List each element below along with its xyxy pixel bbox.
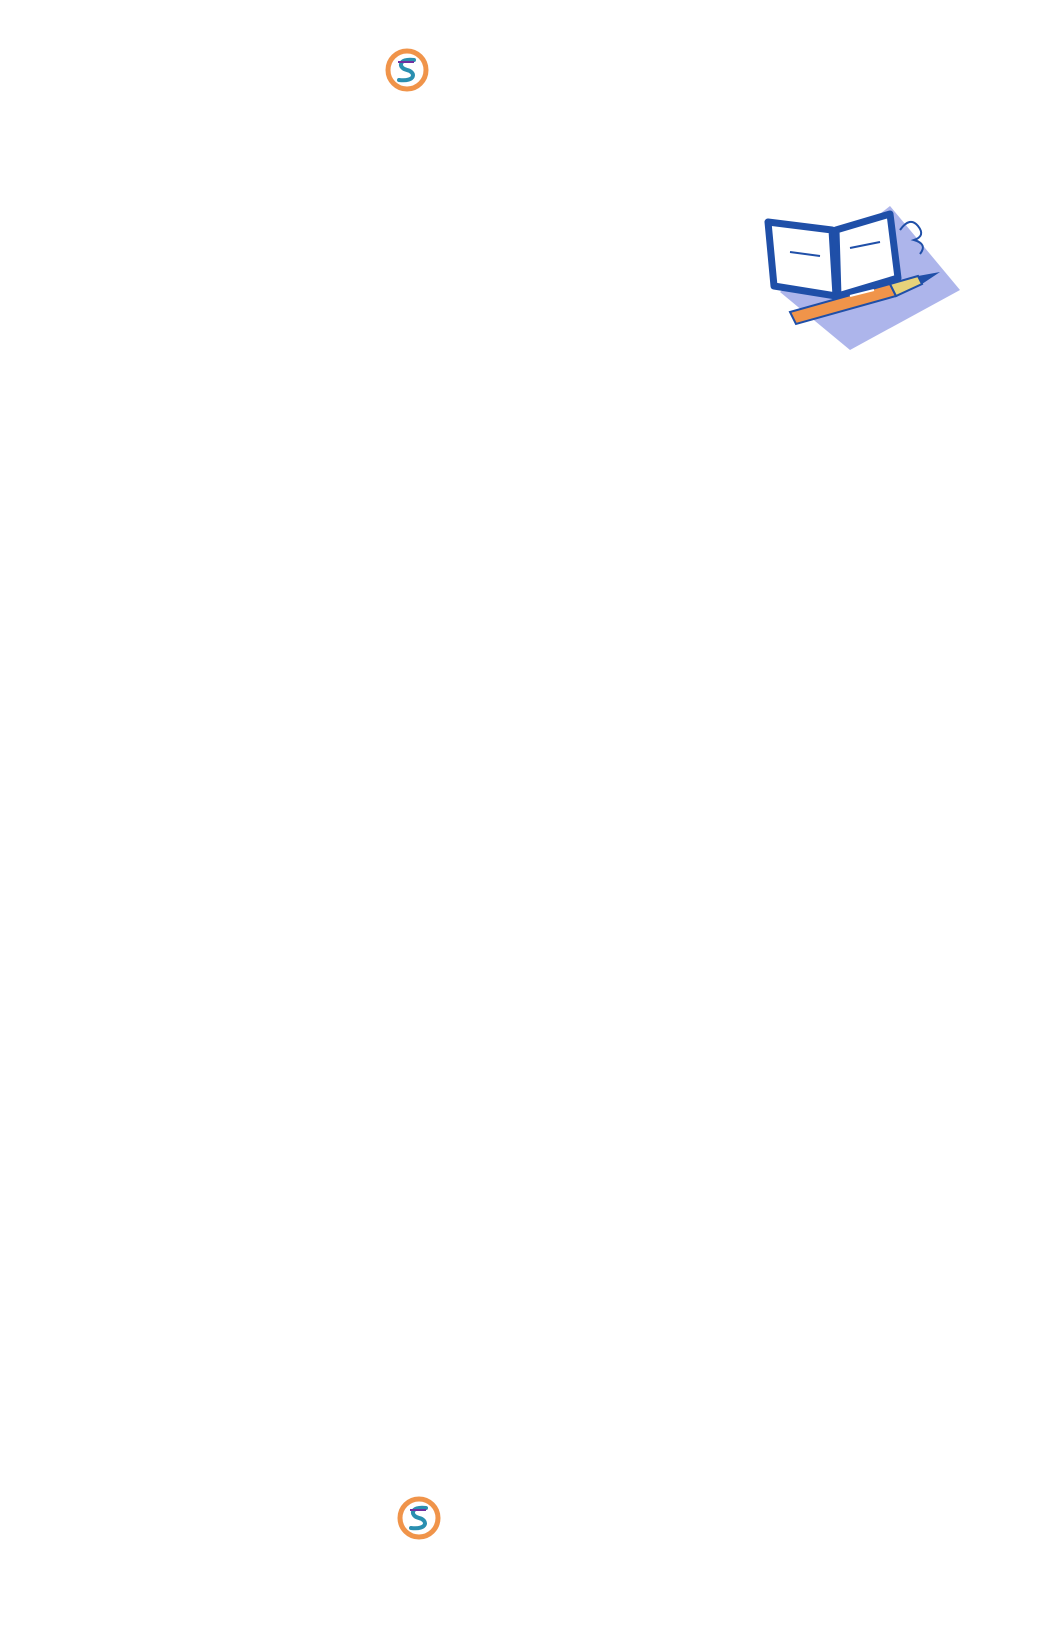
border-right [1024,0,1044,1632]
brand-logo-top [384,48,436,96]
egs-logo-icon [396,1496,442,1544]
brand-logo-bottom [396,1496,462,1544]
border-top [0,18,1056,38]
border-bottom [0,1592,1056,1612]
egs-logo-icon [384,48,430,96]
open-book-pen-icon [750,200,960,350]
border-left [16,0,36,1632]
